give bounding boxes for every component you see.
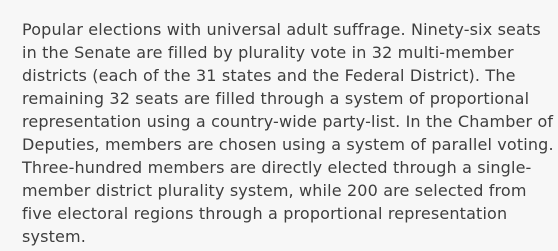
paragraph-line-9: five electoral regions through a proportional representation [22,204,508,223]
paragraph-line-1: Popular elections with universal adult suffrage. Ninety-six seats [22,20,541,39]
paragraph-line-7: Three-hundred members are directly elected through a single- [22,158,532,177]
paragraph-line-8: member district plurality system, while 200 are selected from [22,181,527,200]
paragraph-line-3: districts (each of the 31 states and the Federal District). The [22,66,516,85]
paragraph-line-6: Deputies, members are chosen using a system of parallel voting. [22,135,554,154]
paragraph-line-5: representation using a country-wide party-list. In the Chamber of [22,112,554,131]
paragraph-line-10: system. [22,227,86,246]
electoral-system-paragraph [22,18,554,248]
paragraph-line-4: remaining 32 seats are filled through a system of proportional [22,89,530,108]
paragraph-line-2: in the Senate are filled by plurality vote in 32 multi-member [22,43,514,62]
